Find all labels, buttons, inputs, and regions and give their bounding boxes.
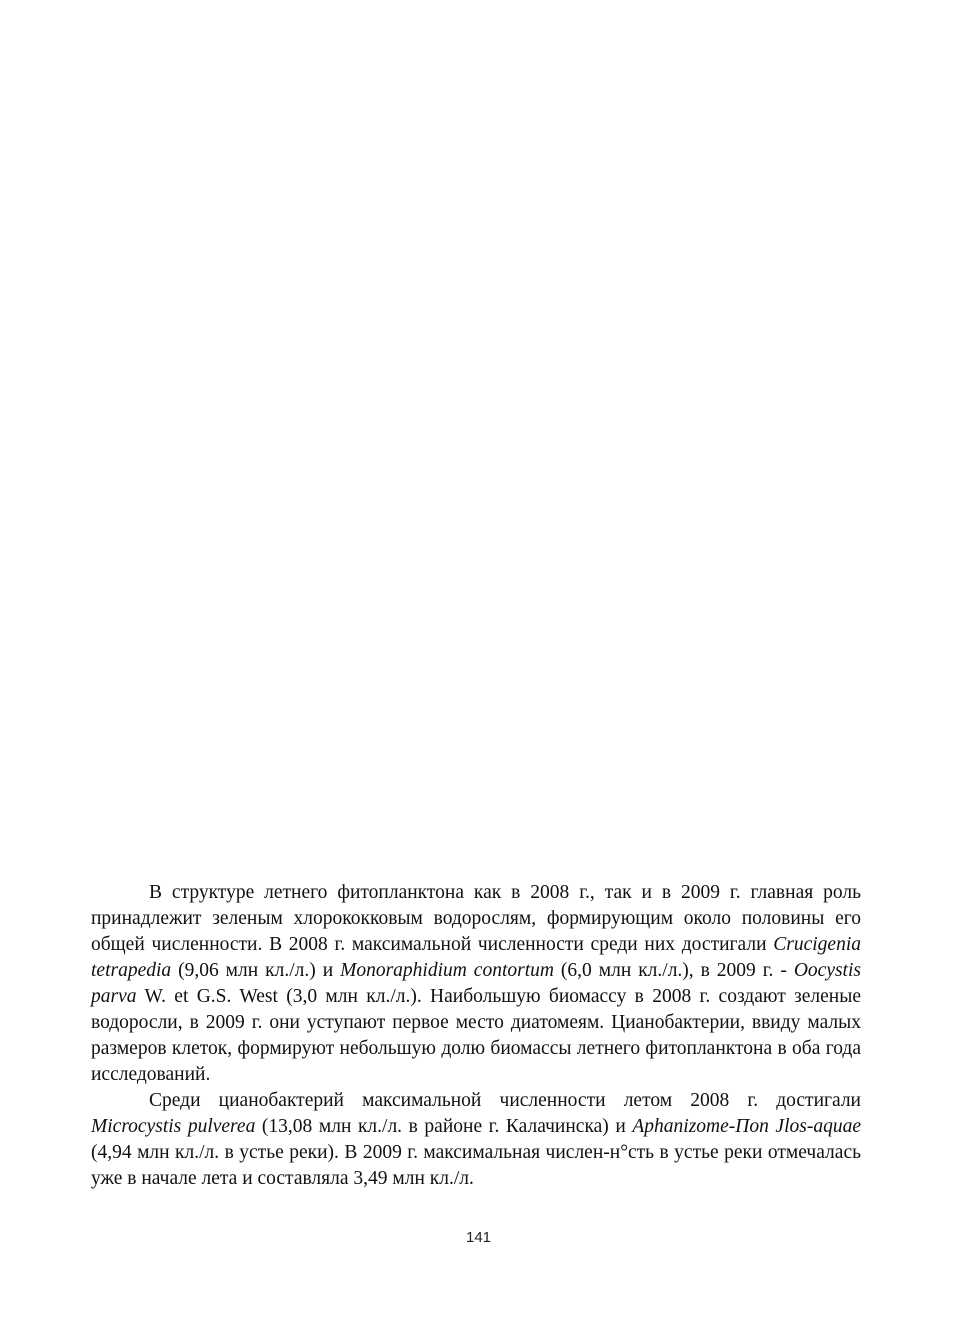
- text-run: W. et G.S. West (3,0 млн кл./л.). Наибольшую биомассу в 2008 г. создают зеленые водоросли, в 2009 г. они уступают первое место диатомеям. Цианобактерии, ввиду малых размеров клеток, формируют небольшую долю биомассы летнего фитопланктона в оба года исследований.: [91, 986, 861, 1085]
- species-name: Oocystis parva: [91, 960, 861, 1007]
- text-run: (13,08 млн кл./л. в районе г. Калачинска) и: [255, 1116, 633, 1137]
- species-name: Crucigenia tetrapedia: [91, 934, 861, 981]
- species-name: Monoraphidium contortum: [340, 960, 554, 981]
- text-run: (4,94 млн кл./л. в устье реки). В 2009 г. максимальная числен-н°сть в устье реки отмечалась уже в начале лета и составляла 3,49 млн кл./л.: [91, 1142, 861, 1189]
- text-run: (9,06 млн кл./л.) и: [171, 960, 341, 981]
- text-run: Среди цианобактерий максимальной численности летом 2008 г. достигали: [149, 1090, 861, 1111]
- body-text: [91, 880, 861, 1192]
- text-run: В структуре летнего фитопланктона как в 2008 г., так и в 2009 г. главная роль принадлежит зеленым хлорококковым водорослям, формирующим около половины его общей численности. В 2008 г. максимальной численности среди них достигали: [91, 882, 861, 955]
- species-name: Microcystis pulverea: [91, 1116, 256, 1137]
- paragraph-2: [91, 1088, 861, 1192]
- species-name: Aphanizome-Поп Jlos-aquae: [632, 1116, 861, 1137]
- paragraph-1: [91, 880, 861, 1088]
- page-number: 141: [465, 1229, 492, 1246]
- text-run: (6,0 млн кл./л.), в 2009 г. -: [553, 960, 794, 981]
